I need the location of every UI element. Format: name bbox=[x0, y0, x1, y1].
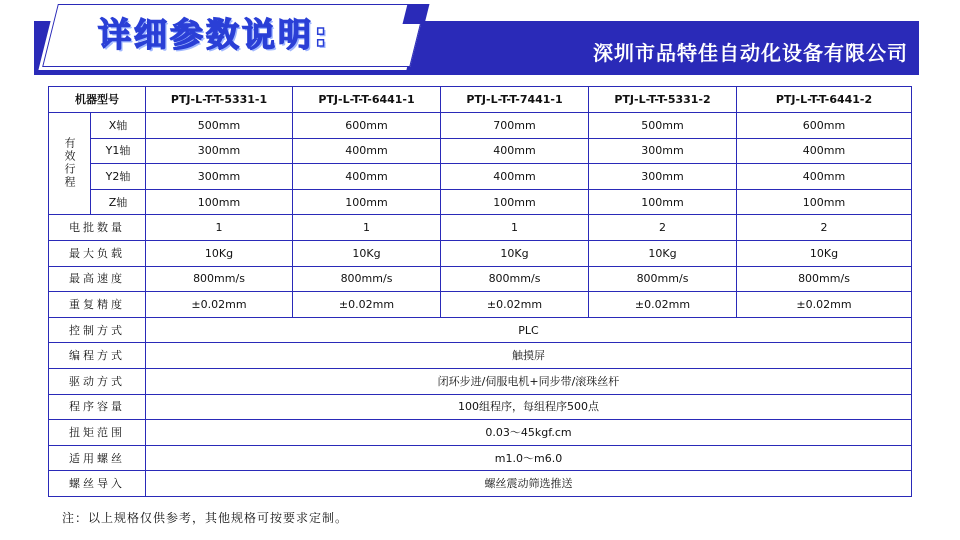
table-row bbox=[49, 343, 912, 369]
row-label: 扭矩范围 bbox=[49, 420, 146, 446]
axis-label: Y1轴 bbox=[91, 138, 146, 164]
table-row bbox=[49, 445, 912, 471]
axis-label: X轴 bbox=[91, 113, 146, 139]
table-cell: 闭环步进/伺服电机+同步带/滚珠丝杆 bbox=[146, 368, 912, 394]
row-label: 最高速度 bbox=[49, 266, 146, 292]
table-row bbox=[49, 189, 912, 215]
table-cell: 300mm bbox=[146, 164, 293, 190]
table-row bbox=[49, 113, 912, 139]
table-cell: 500mm bbox=[589, 113, 737, 139]
table-cell: 100mm bbox=[589, 189, 737, 215]
stroke-group-label: 有效行程 bbox=[49, 113, 91, 215]
table-cell: 400mm bbox=[441, 138, 589, 164]
model-header: 机器型号 bbox=[49, 87, 146, 113]
row-label: 控制方式 bbox=[49, 317, 146, 343]
table-cell: 触摸屏 bbox=[146, 343, 912, 369]
footnote: 注：以上规格仅供参考，其他规格可按要求定制。 bbox=[62, 511, 349, 525]
axis-label: Y2轴 bbox=[91, 164, 146, 190]
row-label: 适用螺丝 bbox=[49, 445, 146, 471]
table-cell: 10Kg bbox=[737, 240, 912, 266]
table-cell: 400mm bbox=[293, 164, 441, 190]
model-name: PTJ-L-T-T-6441-1 bbox=[293, 87, 441, 113]
table-cell: 10Kg bbox=[441, 240, 589, 266]
table-row bbox=[49, 138, 912, 164]
table-cell: 300mm bbox=[589, 138, 737, 164]
table-cell: 10Kg bbox=[589, 240, 737, 266]
table-cell: 100mm bbox=[293, 189, 441, 215]
table-cell: 800mm/s bbox=[146, 266, 293, 292]
table-row bbox=[49, 240, 912, 266]
table-cell: 800mm/s bbox=[737, 266, 912, 292]
table-cell: 10Kg bbox=[146, 240, 293, 266]
table-cell: 螺丝震动筛选推送 bbox=[146, 471, 912, 497]
table-cell: 800mm/s bbox=[293, 266, 441, 292]
table-cell: 0.03～45kgf.cm bbox=[146, 420, 912, 446]
table-row bbox=[49, 215, 912, 241]
axis-label: Z轴 bbox=[91, 189, 146, 215]
table-cell: ±0.02mm bbox=[146, 292, 293, 318]
table-cell: PLC bbox=[146, 317, 912, 343]
table-cell: 100mm bbox=[146, 189, 293, 215]
company-name: 深圳市品特佳自动化设备有限公司 bbox=[593, 41, 908, 65]
model-name: PTJ-L-T-T-5331-1 bbox=[146, 87, 293, 113]
table-cell: ±0.02mm bbox=[293, 292, 441, 318]
table-row bbox=[49, 368, 912, 394]
model-row bbox=[49, 87, 912, 113]
table-cell: 2 bbox=[737, 215, 912, 241]
row-label: 重复精度 bbox=[49, 292, 146, 318]
row-label: 电批数量 bbox=[49, 215, 146, 241]
model-name: PTJ-L-T-T-5331-2 bbox=[589, 87, 737, 113]
table-cell: 600mm bbox=[293, 113, 441, 139]
table-cell: 600mm bbox=[737, 113, 912, 139]
table-row bbox=[49, 292, 912, 318]
table-cell: 300mm bbox=[589, 164, 737, 190]
row-label: 螺丝导入 bbox=[49, 471, 146, 497]
table-cell: 10Kg bbox=[293, 240, 441, 266]
table-cell: 100组程序，每组程序500点 bbox=[146, 394, 912, 420]
table-row bbox=[49, 317, 912, 343]
spec-table bbox=[48, 86, 912, 113]
table-cell: 400mm bbox=[737, 164, 912, 190]
model-name: PTJ-L-T-T-7441-1 bbox=[441, 87, 589, 113]
table-cell: 1 bbox=[293, 215, 441, 241]
spec-table-body bbox=[48, 112, 912, 497]
table-row bbox=[49, 420, 912, 446]
table-cell: 2 bbox=[589, 215, 737, 241]
table-cell: 100mm bbox=[441, 189, 589, 215]
table-cell: 100mm bbox=[737, 189, 912, 215]
table-cell: ±0.02mm bbox=[589, 292, 737, 318]
table-cell: 400mm bbox=[737, 138, 912, 164]
table-cell: ±0.02mm bbox=[441, 292, 589, 318]
table-cell: ±0.02mm bbox=[737, 292, 912, 318]
table-cell: m1.0～m6.0 bbox=[146, 445, 912, 471]
row-label: 最大负载 bbox=[49, 240, 146, 266]
model-name: PTJ-L-T-T-6441-2 bbox=[737, 87, 912, 113]
table-cell: 800mm/s bbox=[441, 266, 589, 292]
table-cell: 1 bbox=[441, 215, 589, 241]
table-row bbox=[49, 164, 912, 190]
row-label: 程序容量 bbox=[49, 394, 146, 420]
table-row bbox=[49, 471, 912, 497]
table-cell: 400mm bbox=[293, 138, 441, 164]
table-row bbox=[49, 266, 912, 292]
page-title: 详细参数说明: bbox=[98, 15, 331, 54]
table-cell: 300mm bbox=[146, 138, 293, 164]
row-label: 驱动方式 bbox=[49, 368, 146, 394]
table-cell: 800mm/s bbox=[589, 266, 737, 292]
table-cell: 1 bbox=[146, 215, 293, 241]
row-label: 编程方式 bbox=[49, 343, 146, 369]
table-cell: 400mm bbox=[441, 164, 589, 190]
table-cell: 500mm bbox=[146, 113, 293, 139]
table-row bbox=[49, 394, 912, 420]
table-cell: 700mm bbox=[441, 113, 589, 139]
